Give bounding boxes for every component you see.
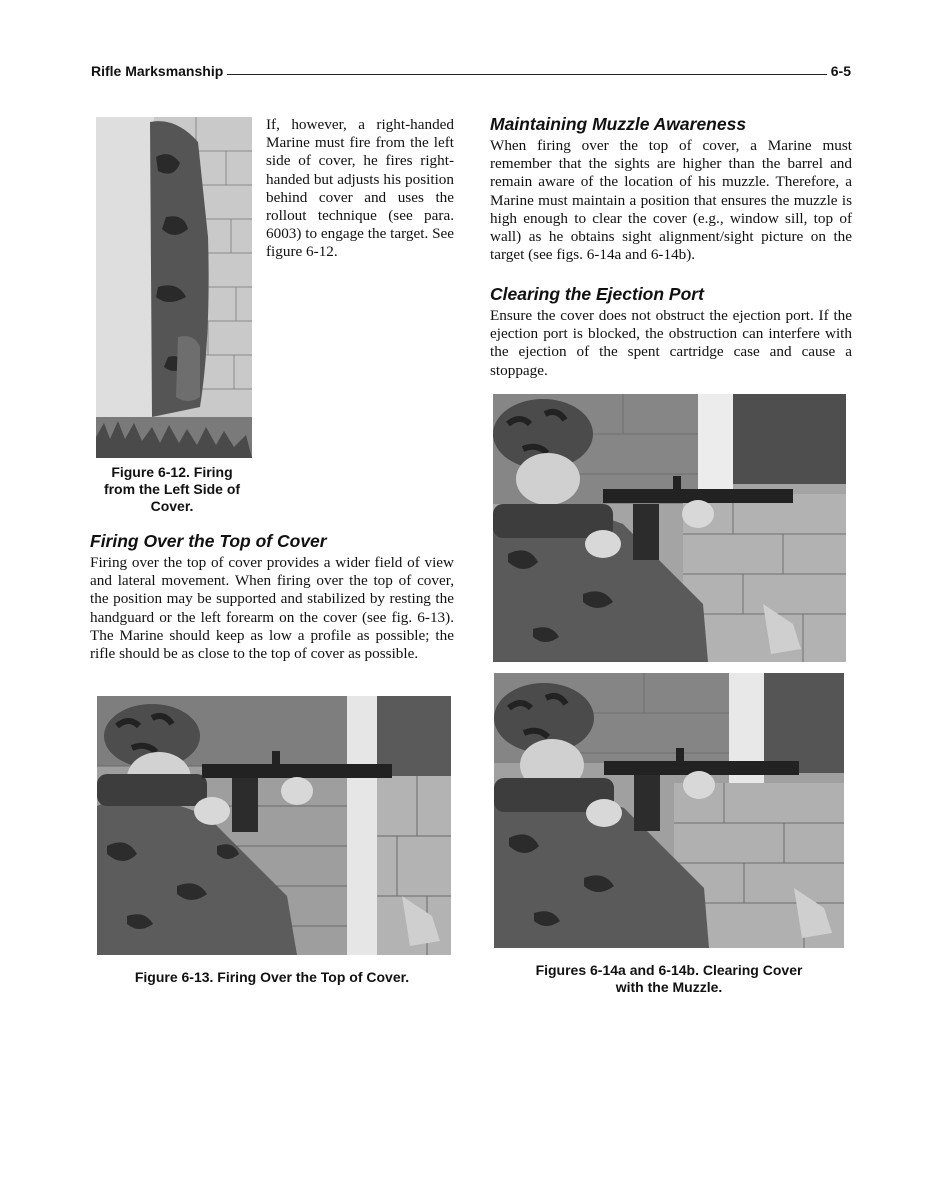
figure-6-13-photo [97, 696, 451, 955]
heading-ejection-port: Clearing the Ejection Port [490, 284, 704, 304]
figure-6-14a-photo [493, 394, 846, 662]
paragraph-firing-over-top: Firing over the top of cover provides a wider field of view and lateral movement. When firing over the top of cover, the position may be supported and stabilized by resting the handguard or the left forearm on the cover (see fig. 6-13). The Marine should keep as low a profile as possible; the rifle should be as close to the top of cover as possible. [90, 554, 454, 663]
heading-muzzle-awareness: Maintaining Muzzle Awareness [490, 114, 747, 134]
header-title: Rifle Marksmanship [91, 63, 224, 79]
running-header [91, 61, 851, 79]
header-rule [227, 74, 827, 75]
heading-firing-over-top: Firing Over the Top of Cover [90, 531, 327, 551]
figure-6-12-photo [96, 117, 252, 458]
figure-6-14b-photo [494, 673, 844, 948]
figure-6-12-caption: Figure 6-12. Firing from the Left Side of Cover. [103, 464, 241, 514]
intro-paragraph: If, however, a right-handed Marine must fire from the left side of cover, he fires right-handed but adjusts his position behind cover and uses the rollout technique (see para. 6003) to engage the target. See figure 6-12. [266, 116, 454, 261]
figure-6-14-caption: Figures 6-14a and 6-14b. Clearing Cover with the Muzzle. [535, 962, 803, 995]
paragraph-muzzle-awareness: When firing over the top of cover, a Marine must remember that the sights are higher than the barrel and remain aware of the location of his muzzle. Therefore, a Marine must maintain a position that ensures the muzzle is high enough to clear the cover (e.g., window sill, top of wall) as he obtains sight alignment/sight picture on the target (see figs. 6-14a and 6-14b). [490, 137, 852, 264]
paragraph-ejection-port: Ensure the cover does not obstruct the ejection port. If the ejection port is blocked, the obstruction can interfere with the ejection of the spent cartridge case and cause a stoppage. [490, 307, 852, 379]
figure-6-13-caption: Figure 6-13. Firing Over the Top of Cover. [134, 969, 410, 985]
page-number: 6-5 [830, 63, 851, 79]
